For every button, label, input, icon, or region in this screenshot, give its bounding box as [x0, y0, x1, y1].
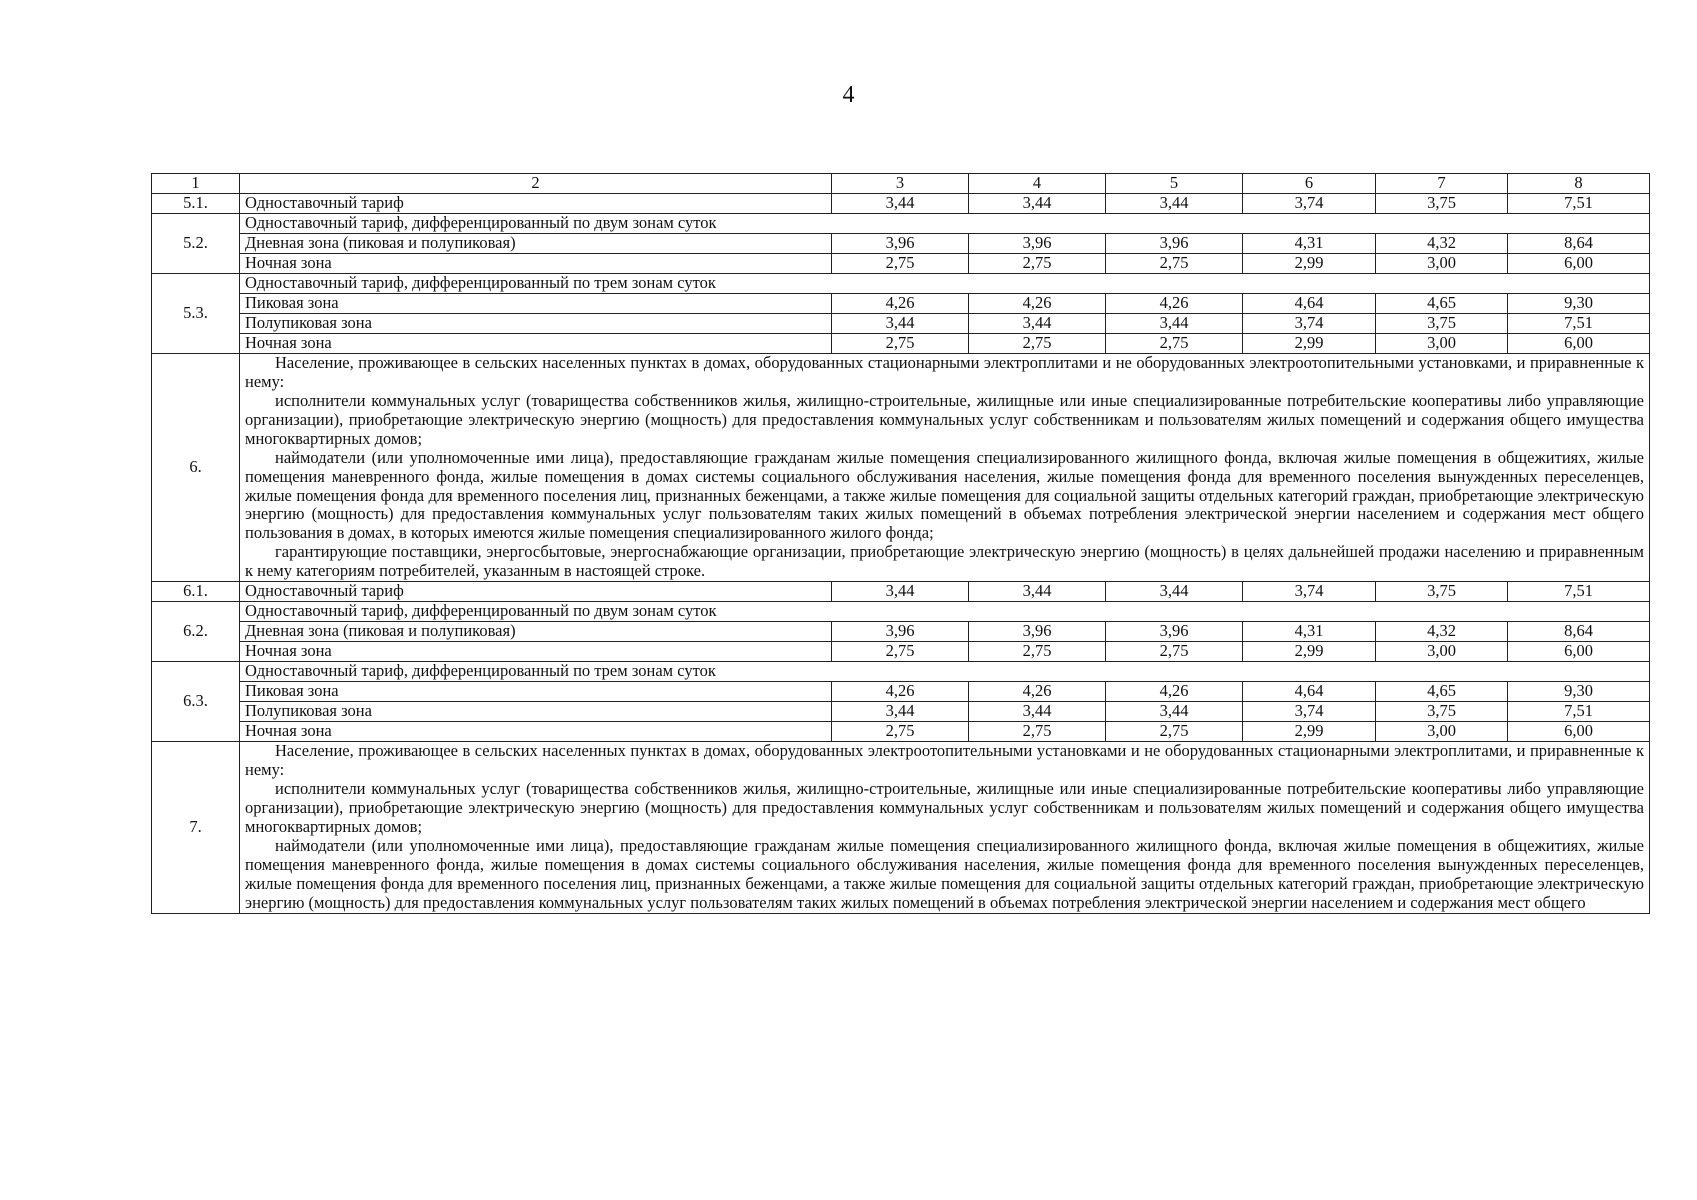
tariff-value: 4,26: [969, 293, 1106, 313]
row-label: Пиковая зона: [240, 682, 832, 702]
category-description: [240, 353, 1650, 582]
tariff-value: 3,44: [1106, 582, 1243, 602]
row-label: Дневная зона (пиковая и полупиковая): [240, 622, 832, 642]
table-row: [152, 702, 1650, 722]
tariff-value: 3,44: [832, 193, 969, 213]
tariff-value: 3,75: [1376, 582, 1508, 602]
tariff-value: 4,26: [1106, 293, 1243, 313]
tariff-value: 2,75: [969, 333, 1106, 353]
tariff-value: 3,96: [1106, 622, 1243, 642]
description-paragraph: гарантирующие поставщики, энергосбытовые, энергоснабжающие организации, приобретающие электрическую энергию (мощность) в целях дальнейшей продажи населению и приравненным к нему категориям потребителей, указанным в настоящей строке.: [245, 542, 1644, 581]
tariff-value: 4,64: [1243, 293, 1376, 313]
header-cell: 5: [1106, 174, 1243, 194]
tariff-value: 4,26: [832, 682, 969, 702]
header-cell: 1: [152, 174, 240, 194]
tariff-value: 3,44: [969, 193, 1106, 213]
tariff-value: 3,96: [832, 233, 969, 253]
tariff-value: 6,00: [1508, 333, 1650, 353]
tariff-value: 3,44: [832, 702, 969, 722]
tariff-value: 3,00: [1376, 253, 1508, 273]
tariff-value: 4,32: [1376, 233, 1508, 253]
tariff-value: 3,74: [1243, 582, 1376, 602]
row-label: Ночная зона: [240, 333, 832, 353]
row-number: 6.1.: [152, 582, 240, 602]
section-title: Одноставочный тариф, дифференцированный по двум зонам суток: [240, 602, 1650, 622]
tariff-value: 2,75: [832, 722, 969, 742]
tariff-value: 2,99: [1243, 253, 1376, 273]
tariff-value: 4,31: [1243, 622, 1376, 642]
section-title: Одноставочный тариф, дифференцированный по двум зонам суток: [240, 213, 1650, 233]
tariff-value: 3,00: [1376, 722, 1508, 742]
row-label: Пиковая зона: [240, 293, 832, 313]
header-cell: 7: [1376, 174, 1508, 194]
tariff-value: 8,64: [1508, 233, 1650, 253]
description-paragraph: Население, проживающее в сельских населенных пунктах в домах, оборудованных стационарными электроплитами и не оборудованных электроотопительными установками, и приравненные к нему:: [245, 352, 1644, 391]
tariff-value: 2,99: [1243, 722, 1376, 742]
tariff-value: 3,74: [1243, 313, 1376, 333]
tariff-value: 8,64: [1508, 622, 1650, 642]
table-row: [152, 582, 1650, 602]
tariff-value: 2,75: [1106, 333, 1243, 353]
tariff-value: 2,99: [1243, 333, 1376, 353]
row-label: Ночная зона: [240, 642, 832, 662]
table-row: [152, 293, 1650, 313]
tariff-value: 4,26: [832, 293, 969, 313]
tariff-value: 3,44: [969, 702, 1106, 722]
category-description: [240, 742, 1650, 914]
tariff-value: 7,51: [1508, 582, 1650, 602]
section-title: Одноставочный тариф, дифференцированный по трем зонам суток: [240, 662, 1650, 682]
tariff-value: 3,74: [1243, 193, 1376, 213]
tariff-value: 4,65: [1376, 682, 1508, 702]
header-cell: 4: [969, 174, 1106, 194]
tariff-value: 2,75: [969, 253, 1106, 273]
table-row: [152, 742, 1650, 914]
tariff-value: 6,00: [1508, 722, 1650, 742]
row-number: 7.: [152, 742, 240, 914]
tariff-value: 4,26: [969, 682, 1106, 702]
tariff-value: 3,44: [969, 582, 1106, 602]
table-row: [152, 353, 1650, 582]
tariff-value: 2,75: [832, 253, 969, 273]
row-label: Ночная зона: [240, 722, 832, 742]
tariff-value: 4,32: [1376, 622, 1508, 642]
row-label: Одноставочный тариф: [240, 193, 832, 213]
description-paragraph: исполнители коммунальных услуг (товарищества собственников жилья, жилищно-строительные, жилищные или иные специализированные потребительские кооперативы либо управляющие организации), приобретающие электрическую энергию (мощность) для предоставления коммунальных услуг собственникам и пользователям жилых помещений и содержания общего имущества многоквартирных домов;: [245, 390, 1644, 448]
row-number: 5.3.: [152, 273, 240, 353]
tariff-value: 3,74: [1243, 702, 1376, 722]
tariff-value: 3,75: [1376, 313, 1508, 333]
tariff-value: 3,96: [1106, 233, 1243, 253]
tariff-value: 3,00: [1376, 333, 1508, 353]
description-paragraph: исполнители коммунальных услуг (товарищества собственников жилья, жилищно-строительные, жилищные или иные специализированные потребительские кооперативы либо управляющие организации), приобретающие электрическую энергию (мощность) для предоставления коммунальных услуг собственникам и пользователям жилых помещений и содержания общего имущества многоквартирных домов;: [245, 779, 1644, 836]
tariff-value: 4,65: [1376, 293, 1508, 313]
table-row: [152, 233, 1650, 253]
table-row: [152, 682, 1650, 702]
tariff-value: 3,00: [1376, 642, 1508, 662]
tariff-value: 2,75: [1106, 642, 1243, 662]
row-label: Одноставочный тариф: [240, 582, 832, 602]
tariff-value: 4,31: [1243, 233, 1376, 253]
tariff-value: 3,44: [1106, 193, 1243, 213]
row-label: Полупиковая зона: [240, 702, 832, 722]
description-paragraph: Население, проживающее в сельских населенных пунктах в домах, оборудованных электроотопительными установками и не оборудованных стационарными электроплитами, и приравненные к нему:: [245, 741, 1644, 780]
tariff-value: 3,75: [1376, 193, 1508, 213]
row-label: Полупиковая зона: [240, 313, 832, 333]
tariff-value: 7,51: [1508, 193, 1650, 213]
row-number: 5.1.: [152, 193, 240, 213]
tariff-value: 3,44: [1106, 313, 1243, 333]
description-paragraph: наймодатели (или уполномоченные ими лица), предоставляющие гражданам жилые помещения специализированного жилищного фонда, включая жилые помещения в общежитиях, жилые помещения маневренного фонда, жилые помещения в домах системы социального обслуживания населения, жилые помещения фонда для временного поселения вынужденных переселенцев, жилые помещения фонда для временного поселения лиц, признанных беженцами, а также жилые помещения для социальной защиты отдельных категорий граждан, приобретающие электрическую энергию (мощность) для предоставления коммунальных услуг пользователям таких жилых помещений в объемах потребления электрической энергии населением и содержания мест общего пользования в домах, в которых имеются жилые помещения специализированного жилого фонда;: [245, 447, 1644, 543]
table-row: [152, 622, 1650, 642]
table-row: [152, 662, 1650, 682]
tariff-value: 3,96: [969, 233, 1106, 253]
tariff-value: 2,75: [969, 642, 1106, 662]
header-cell: 2: [240, 174, 832, 194]
table-row: [152, 333, 1650, 353]
table-row: [152, 722, 1650, 742]
tariff-value: 3,96: [832, 622, 969, 642]
row-number: 5.2.: [152, 213, 240, 273]
tariff-value: 3,44: [969, 313, 1106, 333]
table-row: [152, 602, 1650, 622]
tariff-value: 3,44: [832, 582, 969, 602]
tariff-value: 3,44: [832, 313, 969, 333]
header-row: [152, 174, 1650, 194]
tariff-value: 6,00: [1508, 253, 1650, 273]
tariff-value: 3,96: [969, 622, 1106, 642]
row-number: 6.: [152, 353, 240, 582]
header-cell: 6: [1243, 174, 1376, 194]
tariff-value: 9,30: [1508, 682, 1650, 702]
tariff-value: 7,51: [1508, 313, 1650, 333]
table-row: [152, 253, 1650, 273]
tariff-value: 4,26: [1106, 682, 1243, 702]
tariff-table: [151, 173, 1650, 914]
tariff-value: 2,99: [1243, 642, 1376, 662]
table-row: [152, 213, 1650, 233]
tariff-value: 3,75: [1376, 702, 1508, 722]
tariff-value: 4,64: [1243, 682, 1376, 702]
page-number: 4: [842, 82, 855, 108]
header-cell: 8: [1508, 174, 1650, 194]
tariff-value: 6,00: [1508, 642, 1650, 662]
row-number: 6.2.: [152, 602, 240, 662]
tariff-value: 9,30: [1508, 293, 1650, 313]
table-row: [152, 193, 1650, 213]
header-cell: 3: [832, 174, 969, 194]
tariff-value: 2,75: [832, 333, 969, 353]
tariff-value: 7,51: [1508, 702, 1650, 722]
row-number: 6.3.: [152, 662, 240, 742]
row-label: Ночная зона: [240, 253, 832, 273]
tariff-value: 2,75: [1106, 722, 1243, 742]
tariff-value: 2,75: [1106, 253, 1243, 273]
tariff-value: 2,75: [969, 722, 1106, 742]
section-title: Одноставочный тариф, дифференцированный по трем зонам суток: [240, 273, 1650, 293]
row-label: Дневная зона (пиковая и полупиковая): [240, 233, 832, 253]
tariff-value: 2,75: [832, 642, 969, 662]
description-paragraph: наймодатели (или уполномоченные ими лица), предоставляющие гражданам жилые помещения специализированного жилищного фонда, включая жилые помещения в общежитиях, жилые помещения маневренного фонда, жилые помещения в домах системы социального обслуживания населения, жилые помещения фонда для временного поселения вынужденных переселенцев, жилые помещения фонда для временного поселения лиц, признанных беженцами, а также жилые помещения для социальной защиты отдельных категорий граждан, приобретающие электрическую энергию (мощность) для предоставления коммунальных услуг пользователям таких жилых помещений в объемах потребления электрической энергии населением и содержания мест общего: [245, 835, 1644, 912]
tariff-value: 3,44: [1106, 702, 1243, 722]
table-row: [152, 313, 1650, 333]
table-row: [152, 273, 1650, 293]
table-row: [152, 642, 1650, 662]
